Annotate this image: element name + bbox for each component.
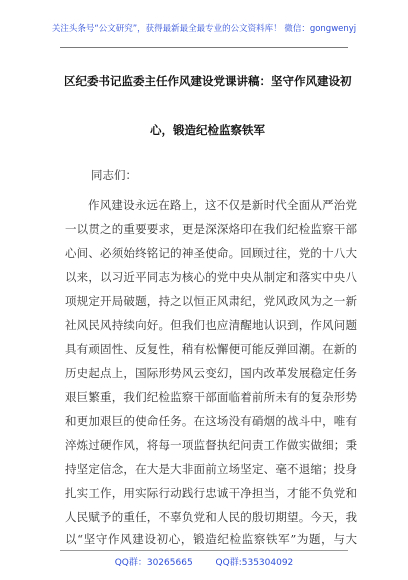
- greeting: 同志们：: [91, 168, 137, 182]
- body-line: 以来，以习近平同志为核心的党中央从制定和落实中央八: [65, 270, 357, 284]
- footer-divider: [60, 550, 348, 551]
- body-line: 具有顽固性、反复性，稍有松懈便可能反弹回潮。在新的: [65, 342, 357, 356]
- body-line: 扎实工作，用实际行动践行忠诚干净担当，才能不负党和: [65, 486, 357, 500]
- body-line: 以“坚守作风建设初心，锻造纪检监察铁军”为题，与大: [65, 532, 357, 546]
- body-line: 项规定开局破题，持之以恒正风肃纪，党风政风为之一新: [65, 294, 357, 308]
- body-line: 艰巨繁重，我们纪检监察干部面临着前所未有的复杂形势: [65, 390, 357, 404]
- header-banner: 关注头条号“公文研究”，获得最新最全最专业的公文资料库！ 微信：gongwenyj: [51, 24, 357, 34]
- header-divider: [60, 47, 348, 48]
- body-line: 持坚定信念，在大是大非面前立场坚定、毫不退缩；投身: [65, 462, 357, 476]
- body-line: 一以贯之的重要要求，更是深深烙印在我们纪检监察干部: [65, 222, 357, 236]
- body-line: 和更加艰巨的使命任务。在这场没有硝烟的战斗中，唯有: [65, 414, 357, 428]
- body-line: 心间、必须始终铭记的神圣使命。回顾过往，党的十八大: [65, 246, 357, 260]
- document-title-line-1: 区纪委书记监委主任作风建设党课讲稿：坚守作风建设初: [64, 74, 352, 88]
- body-line: 社风民风持续向好。但我们也应清醒地认识到，作风问题: [65, 318, 357, 332]
- body-line: 人民赋予的重任，不辜负党和人民的殷切期望。今天，我: [65, 510, 357, 524]
- body-line: 历史起点上，国际形势风云变幻，国内改革发展稳定任务: [65, 366, 357, 380]
- footer-qq-group-1: QQ群：30265665: [114, 558, 193, 568]
- body-line: 作风建设永远在路上，这不仅是新时代全面从严治党: [88, 198, 357, 212]
- footer-qq-group-2: QQ群:535304092: [215, 558, 294, 568]
- footer: [0, 555, 408, 568]
- body-line: 淬炼过硬作风，将每一项监督执纪问责工作做实做细；秉: [65, 438, 357, 452]
- document-title-line-2: 心，锻造纪检监察铁军: [150, 123, 265, 137]
